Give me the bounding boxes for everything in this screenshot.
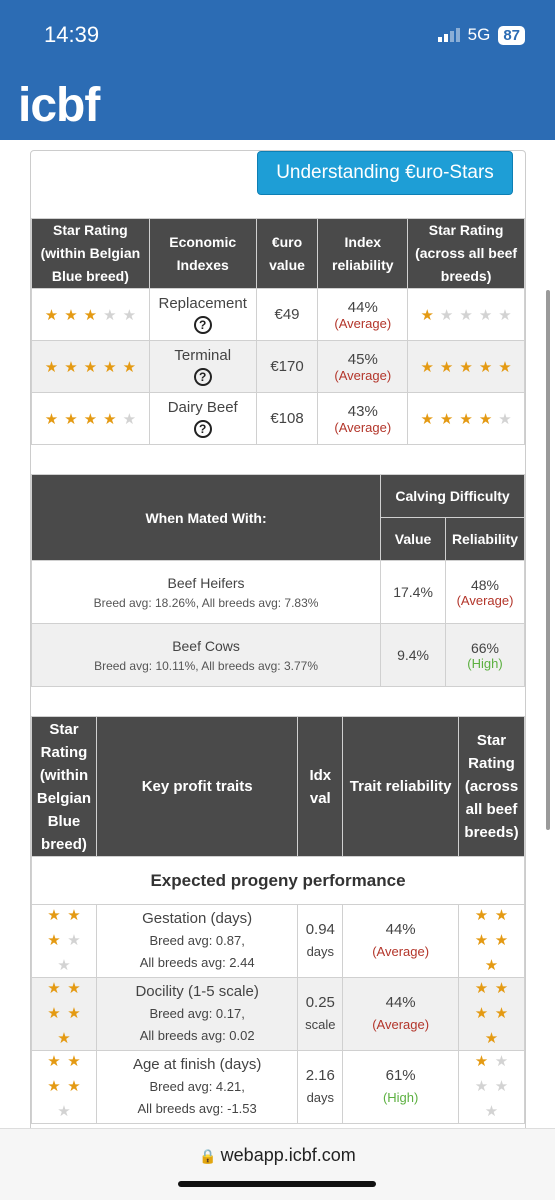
reliability-cell: [343, 905, 459, 978]
star-filled-icon: ★: [47, 907, 61, 924]
reliability-label: (Average): [372, 944, 430, 959]
mated-with-cell: [32, 624, 381, 687]
reliability-value: 44%: [347, 298, 378, 316]
star-filled-icon: ★: [459, 358, 473, 376]
header-star-within: Star Rating (within Belgian Blue breed): [32, 219, 150, 289]
star-empty-icon: ★: [459, 306, 473, 324]
idx-unit: days: [306, 944, 335, 959]
reliability-cell: [343, 1051, 459, 1124]
lock-icon: 🔒: [199, 1148, 217, 1164]
calving-value: 17.4%: [381, 561, 446, 624]
header-trait-reliability: Trait reliability: [343, 717, 459, 857]
table-row: [32, 978, 525, 1051]
star-filled-icon: ★: [64, 306, 78, 324]
star-empty-icon: ★: [122, 410, 137, 428]
reliability-label: (Average): [372, 1017, 430, 1032]
reliability-label: (High): [382, 1090, 419, 1105]
icbf-logo[interactable]: icbf: [18, 79, 100, 132]
table-row: [32, 905, 525, 978]
url-text: webapp.icbf.com: [220, 1145, 356, 1165]
idx-value: 0.25: [305, 994, 335, 1011]
star-filled-icon: ★: [103, 410, 117, 428]
header-star-across: Star Rating (across all beef breeds): [408, 219, 525, 289]
star-empty-icon: ★: [494, 1053, 509, 1070]
reliability-value: 44%: [385, 994, 416, 1011]
star-across-cell: [408, 341, 525, 393]
reliability-value: 45%: [347, 350, 378, 368]
index-name: Replacement: [158, 295, 247, 312]
reliability-cell: [318, 341, 408, 393]
star-filled-icon: ★: [64, 358, 78, 376]
battery-icon: 87: [498, 26, 525, 45]
reliability-value: 48%: [470, 576, 500, 593]
star-filled-icon: ★: [67, 907, 81, 924]
star-within-cell: [32, 289, 150, 341]
star-within-cell: [32, 978, 97, 1051]
star-filled-icon: ★: [47, 1078, 61, 1095]
star-rating: [32, 978, 96, 1050]
idx-value: 2.16: [305, 1067, 335, 1084]
star-filled-icon: ★: [47, 932, 61, 949]
scrollbar[interactable]: [546, 290, 550, 830]
reliability-label: (High): [467, 655, 503, 671]
star-empty-icon: ★: [478, 306, 493, 324]
star-within-cell: [32, 393, 150, 445]
reliability-label: (Average): [334, 315, 392, 331]
mated-with-name: Beef Heifers: [167, 574, 245, 591]
reliability-label: (Average): [334, 419, 392, 435]
reliability-cell: [343, 978, 459, 1051]
header-when-mated-with: When Mated With:: [32, 475, 381, 561]
header-reliability: Reliability: [446, 518, 525, 561]
header-value: Value: [381, 518, 446, 561]
star-filled-icon: ★: [103, 358, 117, 376]
star-across-cell: [459, 905, 525, 978]
star-filled-icon: ★: [67, 1053, 81, 1070]
table-row: [32, 393, 525, 445]
browser-bar: [0, 1128, 555, 1200]
star-filled-icon: ★: [459, 410, 473, 428]
idx-value: 0.94: [305, 921, 335, 938]
reliability-label: (Average): [334, 367, 392, 383]
star-within-cell: [32, 905, 97, 978]
all-breeds-average: All breeds avg: 0.02: [139, 1028, 255, 1043]
star-rating: [408, 358, 524, 376]
mated-with-name: Beef Cows: [172, 637, 240, 654]
idx-value-cell: [298, 978, 343, 1051]
star-filled-icon: ★: [474, 1005, 489, 1022]
idx-value-cell: [298, 905, 343, 978]
star-filled-icon: ★: [420, 306, 434, 324]
star-filled-icon: ★: [478, 358, 493, 376]
star-empty-icon: ★: [57, 957, 71, 974]
star-empty-icon: ★: [498, 306, 512, 324]
star-empty-icon: ★: [57, 1103, 71, 1120]
star-empty-icon: ★: [439, 306, 454, 324]
reliability-cell: [446, 561, 525, 624]
help-icon[interactable]: ?: [194, 368, 212, 386]
star-filled-icon: ★: [83, 410, 98, 428]
reliability-cell: [446, 624, 525, 687]
economic-index-table: [31, 218, 525, 445]
star-rating: [32, 410, 149, 428]
star-filled-icon: ★: [44, 358, 59, 376]
status-time: 14:39: [44, 22, 100, 47]
section-title: Expected progeny performance: [32, 857, 525, 905]
star-filled-icon: ★: [478, 410, 493, 428]
star-filled-icon: ★: [67, 1005, 81, 1022]
all-breeds-average: All breeds avg: 2.44: [139, 955, 255, 970]
idx-unit: days: [306, 1090, 335, 1105]
calving-value: 9.4%: [381, 624, 446, 687]
index-name: Terminal: [174, 347, 232, 364]
star-filled-icon: ★: [47, 1005, 61, 1022]
breed-averages: Breed avg: 10.11%, All breeds avg: 3.77%: [94, 658, 318, 673]
star-filled-icon: ★: [57, 1030, 71, 1047]
reliability-value: 61%: [385, 1067, 416, 1084]
star-filled-icon: ★: [439, 410, 454, 428]
star-across-cell: [459, 1051, 525, 1124]
star-empty-icon: ★: [498, 410, 512, 428]
star-rating: [32, 358, 149, 376]
star-empty-icon: ★: [122, 306, 137, 324]
star-filled-icon: ★: [122, 358, 137, 376]
star-across-cell: [408, 289, 525, 341]
index-name-cell: [149, 393, 256, 445]
index-name: Dairy Beef: [167, 399, 238, 416]
help-icon[interactable]: ?: [194, 316, 212, 334]
star-filled-icon: ★: [494, 932, 509, 949]
app-header: [0, 0, 555, 140]
table-row: [32, 341, 525, 393]
star-within-cell: [32, 1051, 97, 1124]
reliability-value: 43%: [347, 402, 378, 420]
reliability-cell: [318, 393, 408, 445]
breed-averages: Breed avg: 18.26%, All breeds avg: 7.83%: [93, 595, 319, 610]
star-filled-icon: ★: [44, 410, 59, 428]
index-name-cell: [149, 289, 256, 341]
star-filled-icon: ★: [420, 358, 434, 376]
star-filled-icon: ★: [83, 306, 98, 324]
star-filled-icon: ★: [47, 1053, 61, 1070]
star-filled-icon: ★: [474, 1053, 489, 1070]
star-empty-icon: ★: [67, 932, 81, 949]
trait-name: Gestation (days): [142, 910, 253, 927]
euro-value: €170: [256, 341, 318, 393]
home-indicator[interactable]: [178, 1181, 376, 1187]
star-filled-icon: ★: [494, 1005, 509, 1022]
header-trait-star-within: Star Rating (within Belgian Blue breed): [32, 717, 97, 857]
star-filled-icon: ★: [474, 907, 489, 924]
star-filled-icon: ★: [83, 358, 98, 376]
breed-average: Breed avg: 0.17,: [149, 1006, 245, 1021]
star-rating: [459, 905, 524, 977]
star-filled-icon: ★: [67, 980, 81, 997]
url-bar[interactable]: [0, 1145, 555, 1166]
all-breeds-average: All breeds avg: -1.53: [137, 1101, 257, 1116]
header-trait-star-across: Star Rating (across all beef breeds): [459, 717, 525, 857]
star-filled-icon: ★: [494, 980, 509, 997]
breed-average: Breed avg: 4.21,: [149, 1079, 245, 1094]
star-across-cell: [459, 978, 525, 1051]
star-filled-icon: ★: [498, 358, 512, 376]
idx-unit: scale: [305, 1017, 336, 1032]
trait-name: Age at finish (days): [132, 1056, 262, 1073]
star-filled-icon: ★: [64, 410, 78, 428]
header-euro-value: €uro value: [256, 219, 318, 289]
star-rating: [459, 1051, 524, 1123]
network-label: 5G: [467, 25, 491, 44]
header-key-profit-traits: Key profit traits: [96, 717, 297, 857]
star-filled-icon: ★: [474, 932, 489, 949]
reliability-label: (Average): [456, 592, 514, 608]
trait-cell: [96, 1051, 297, 1124]
euro-value: €108: [256, 393, 318, 445]
star-within-cell: [32, 341, 150, 393]
trait-name: Docility (1-5 scale): [135, 983, 259, 1000]
table-row: [32, 289, 525, 341]
star-filled-icon: ★: [484, 957, 499, 974]
star-filled-icon: ★: [67, 1078, 81, 1095]
help-icon[interactable]: ?: [194, 420, 212, 438]
star-rating: [459, 978, 524, 1050]
star-filled-icon: ★: [44, 306, 59, 324]
understanding-euro-stars-button[interactable]: Understanding €uro-Stars: [257, 151, 513, 195]
idx-value-cell: [298, 1051, 343, 1124]
star-empty-icon: ★: [484, 1103, 499, 1120]
star-rating: [408, 410, 524, 428]
star-empty-icon: ★: [103, 306, 117, 324]
star-across-cell: [408, 393, 525, 445]
star-empty-icon: ★: [474, 1078, 489, 1095]
star-filled-icon: ★: [484, 1030, 499, 1047]
header-economic-indexes: Economic Indexes: [149, 219, 256, 289]
trait-cell: [96, 978, 297, 1051]
star-filled-icon: ★: [439, 358, 454, 376]
table-row: [32, 624, 525, 687]
key-profit-traits-table: [31, 716, 525, 1124]
reliability-cell: [318, 289, 408, 341]
reliability-value: 66%: [470, 639, 500, 656]
header-calving-difficulty: Calving Difficulty: [381, 475, 525, 518]
table-row: [32, 1051, 525, 1124]
euro-value: €49: [256, 289, 318, 341]
star-empty-icon: ★: [494, 1078, 509, 1095]
header-idx-val: Idx val: [298, 717, 343, 857]
table-row: [32, 561, 525, 624]
header-index-reliability: Index reliability: [318, 219, 408, 289]
star-rating: [408, 306, 524, 324]
star-filled-icon: ★: [474, 980, 489, 997]
star-rating: [32, 306, 149, 324]
mated-with-cell: [32, 561, 381, 624]
content-card: [30, 150, 526, 1150]
star-filled-icon: ★: [494, 907, 509, 924]
star-filled-icon: ★: [47, 980, 61, 997]
star-rating: [32, 905, 96, 977]
signal-icon: [438, 28, 460, 42]
star-filled-icon: ★: [420, 410, 434, 428]
status-indicators: [438, 25, 525, 45]
trait-cell: [96, 905, 297, 978]
reliability-value: 44%: [385, 921, 416, 938]
index-name-cell: [149, 341, 256, 393]
star-rating: [32, 1051, 96, 1123]
breed-average: Breed avg: 0.87,: [149, 933, 245, 948]
calving-difficulty-table: [31, 474, 525, 687]
